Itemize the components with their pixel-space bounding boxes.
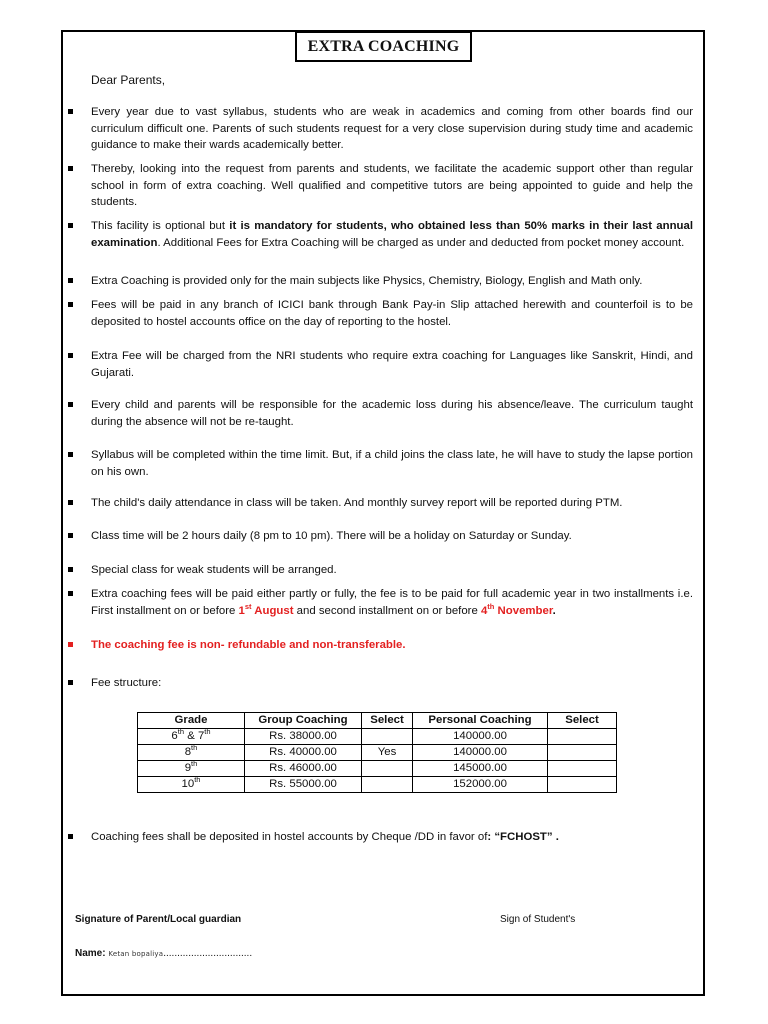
group-coaching-cell: Rs. 38000.00 bbox=[245, 729, 362, 745]
table-row bbox=[138, 777, 617, 793]
bullet-text-part: . bbox=[552, 604, 556, 617]
bullet-marker bbox=[68, 353, 73, 358]
bullet-item bbox=[68, 586, 693, 619]
header-group-coaching: Group Coaching bbox=[245, 713, 362, 729]
student-signature-label: Sign of Student's bbox=[500, 914, 576, 925]
bullet-marker bbox=[68, 402, 73, 407]
bullet-item bbox=[68, 495, 693, 512]
bullet-text-part: Extra Coaching is provided only for the main subjects like Physics, Chemistry, Biology, English and Math only. bbox=[91, 275, 643, 287]
bullet-text-part: st bbox=[244, 601, 252, 611]
select-group-cell bbox=[362, 729, 413, 745]
bullet-text bbox=[91, 562, 693, 579]
select-personal-cell bbox=[548, 761, 617, 777]
grade-part: th bbox=[204, 727, 211, 737]
personal-coaching-cell: 140000.00 bbox=[413, 745, 548, 761]
bullet-text bbox=[91, 495, 693, 512]
bullet-text-part: and second installment on or before bbox=[293, 604, 481, 617]
grade-part: 6 bbox=[171, 730, 178, 742]
bullet-text-part: it is mandatory for students, who obtained less than 50% marks in their last annual examination bbox=[91, 220, 694, 249]
grade-part: & 7 bbox=[184, 730, 205, 742]
personal-coaching-cell: 140000.00 bbox=[413, 729, 548, 745]
bullet-text bbox=[91, 297, 693, 330]
bullet-marker bbox=[68, 500, 73, 505]
bullet-text bbox=[91, 104, 693, 154]
bullet-item bbox=[68, 297, 693, 330]
bullet-text-part: Every child and parents will be responsible for the academic loss during his absence/leave. The curriculum taught during the absence will not be re-taught. bbox=[91, 399, 693, 428]
header-grade: Grade bbox=[138, 713, 245, 729]
select-group-cell: Yes bbox=[362, 745, 413, 761]
bullet-item bbox=[68, 397, 693, 430]
bullet-marker bbox=[68, 223, 73, 228]
bullet-item bbox=[68, 348, 693, 381]
bullet-text-part: August bbox=[251, 604, 294, 617]
bullet-marker bbox=[68, 109, 73, 114]
bullet-item bbox=[68, 829, 693, 846]
select-personal-cell bbox=[548, 729, 617, 745]
grade-part: th bbox=[194, 775, 201, 785]
bullet-item bbox=[68, 528, 693, 545]
bullet-marker bbox=[68, 591, 73, 596]
grade-cell bbox=[138, 729, 245, 745]
bullet-text-part: 1 bbox=[238, 604, 245, 617]
bullet-item bbox=[68, 161, 693, 211]
select-personal-cell bbox=[548, 777, 617, 793]
bullet-item bbox=[68, 637, 693, 654]
bullet-text-part: Special class for weak students will be arranged. bbox=[91, 564, 337, 576]
title-text: EXTRA COACHING bbox=[307, 37, 460, 55]
table-row bbox=[138, 761, 617, 777]
bullet-text-part: Every year due to vast syllabus, students who are weak in academics and coming from other boards find our curriculum difficult one. Parents of such students request for a very close supervision during study time and academic guidance to make their wards academically better. bbox=[91, 106, 693, 151]
bullet-item bbox=[68, 104, 693, 154]
document-title bbox=[295, 31, 472, 62]
bullet-marker bbox=[68, 642, 73, 647]
bullet-text bbox=[91, 447, 693, 480]
bullet-marker bbox=[68, 302, 73, 307]
bullet-text bbox=[91, 586, 693, 619]
bullet-marker bbox=[68, 278, 73, 283]
bullet-text-part: th bbox=[487, 601, 495, 611]
bullet-text-part: Fee structure: bbox=[91, 677, 162, 689]
grade-part: th bbox=[191, 759, 198, 769]
bullet-text bbox=[91, 161, 693, 211]
table-header-row bbox=[138, 713, 617, 729]
header-select-group: Select bbox=[362, 713, 413, 729]
bullet-marker bbox=[68, 567, 73, 572]
group-coaching-cell: Rs. 55000.00 bbox=[245, 777, 362, 793]
bullet-marker bbox=[68, 834, 73, 839]
bullet-text-part: Syllabus will be completed within the time limit. But, if a child joins the class late, he will have to study the lapse portion on his own. bbox=[91, 449, 693, 478]
grade-part: 10 bbox=[181, 778, 195, 790]
bullet-text bbox=[91, 273, 693, 290]
grade-cell bbox=[138, 745, 245, 761]
bullet-text-part: Extra Fee will be charged from the NRI students who require extra coaching for Languages like Sanskrit, Hindi, and Gujarati. bbox=[91, 350, 693, 379]
table-row bbox=[138, 745, 617, 761]
grade-part: 8 bbox=[184, 746, 192, 758]
select-group-cell bbox=[362, 761, 413, 777]
header-select-personal: Select bbox=[548, 713, 617, 729]
name-dots: ................................ bbox=[163, 948, 253, 959]
bullet-text bbox=[91, 829, 693, 846]
bullet-text-part: 4 bbox=[480, 604, 488, 617]
name-line bbox=[75, 948, 252, 959]
bullet-text bbox=[91, 397, 693, 430]
personal-coaching-cell: 152000.00 bbox=[413, 777, 548, 793]
bullet-item bbox=[68, 218, 693, 251]
bullet-text-part: November bbox=[494, 604, 553, 617]
bullet-text-part: The coaching fee is non- refundable and non-transferable. bbox=[91, 639, 406, 651]
bullet-item bbox=[68, 675, 693, 692]
bullet-text-part: : “FCHOST” . bbox=[487, 831, 559, 843]
bullet-text-part: Fees will be paid in any branch of ICICI bank through Bank Pay-in Slip attached herewith and counterfoil is to be deposited to hostel accounts office on the day of reporting to the hostel. bbox=[91, 299, 693, 328]
bullet-text bbox=[91, 675, 693, 692]
select-personal-cell bbox=[548, 745, 617, 761]
group-coaching-cell: Rs. 40000.00 bbox=[245, 745, 362, 761]
parent-signature-label: Signature of Parent/Local guardian bbox=[75, 914, 242, 925]
bullet-text bbox=[91, 528, 693, 545]
bullet-text-part: This facility is optional but bbox=[91, 220, 230, 232]
header-personal-coaching: Personal Coaching bbox=[413, 713, 548, 729]
bullet-text-part: Thereby, looking into the request from parents and students, we facilitate the academic support other than regular school in form of extra coaching. Well qualified and competitive tutors are being appointed to guide and help the students. bbox=[91, 163, 693, 208]
bullet-text-part: . Additional Fees for Extra Coaching will be charged as under and deducted from pocket money account. bbox=[157, 236, 685, 249]
personal-coaching-cell: 145000.00 bbox=[413, 761, 548, 777]
grade-cell bbox=[138, 777, 245, 793]
bullet-item bbox=[68, 447, 693, 480]
bullet-text bbox=[91, 348, 693, 381]
bullet-text-part: The child's daily attendance in class will be taken. And monthly survey report will be reported during PTM. bbox=[91, 497, 623, 509]
fee-structure-table bbox=[137, 712, 617, 793]
handwritten-name: Ketan bopaliya bbox=[108, 950, 164, 958]
salutation: Dear Parents, bbox=[91, 73, 166, 87]
grade-part: th bbox=[177, 727, 185, 737]
grade-part: 9 bbox=[184, 762, 192, 774]
select-group-cell bbox=[362, 777, 413, 793]
bullet-marker bbox=[68, 166, 73, 171]
bullet-text-part: Extra coaching fees will be paid either partly or fully, the fee is to be paid for full academic year in two installments i.e. First installment on or before bbox=[91, 588, 693, 617]
bullet-text-part: Class time will be 2 hours daily (8 pm to 10 pm). There will be a holiday on Saturday or Sunday. bbox=[91, 530, 572, 542]
bullet-item bbox=[68, 273, 693, 290]
grade-part: th bbox=[191, 743, 198, 753]
bullet-marker bbox=[68, 533, 73, 538]
grade-cell bbox=[138, 761, 245, 777]
bullet-marker bbox=[68, 452, 73, 457]
bullet-text-part: Coaching fees shall be deposited in hostel accounts by Cheque /DD in favor of bbox=[91, 831, 488, 843]
bullet-marker bbox=[68, 680, 73, 685]
table-row bbox=[138, 729, 617, 745]
group-coaching-cell: Rs. 46000.00 bbox=[245, 761, 362, 777]
bullet-text bbox=[91, 218, 693, 251]
bullet-item bbox=[68, 562, 693, 579]
name-colon: : bbox=[102, 948, 106, 959]
bullet-text bbox=[91, 637, 693, 654]
name-label: Name bbox=[75, 948, 103, 959]
